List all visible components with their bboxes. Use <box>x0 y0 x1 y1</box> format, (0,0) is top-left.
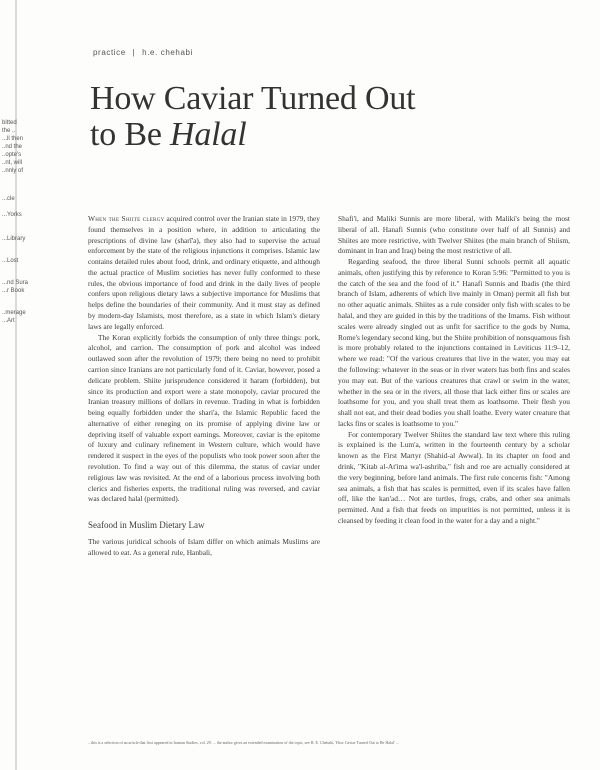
margin-fragment: ...Library <box>2 236 26 242</box>
footnote: ...this is a selection of an article that first appeared in Iranian Studies, vol. 29. ... the author gives an extended examination of the topic, see H. E. Chehabi, 'How Caviar Turned Out to Be Halal' ... <box>88 740 399 745</box>
section-label: practice <box>93 48 126 57</box>
binding-edge <box>15 0 17 770</box>
paragraph: For contemporary Twelver Shiites the standard law text where this ruling is explained is the Lum'a, written in the fourteenth century by a scholar known as the First Martyr (Shahid-al Awwal). In its chapter on food and drink, "Kitab al-At'ima wa'l-ashriba," fish and roe are actually considered at the very beginning, before land animals. The first rule concerns fish: "Among sea animals, a fish that has scales is permitted, even if its scales have fallen off, like the kan'ad… Not are turtles, frogs, crabs, and other sea animals permitted. And a fish that feeds on impurities is not permitted, unless it is cleansed by feeding it clean food in the water for a day and a night." <box>338 429 570 525</box>
margin-fragment: the .. <box>2 128 16 134</box>
author-label: h.e. chehabi <box>142 48 193 57</box>
title-italic-word: Halal <box>170 115 247 153</box>
paragraph: The Koran explicitly forbids the consumption of only three things: pork, alcohol, and carrion. The consumption of pork and alcohol was indeed outlawed soon after the revolution of 1979; there being no need to prohibit carrion since Iranians are not particularly fond of it. Caviar, however, posed a delicate problem. Shiite jurisprudence considered it haram (forbidden), but since its production and export were a state monopoly, caviar procured the Iranian treasury millions of dollars in revenue. Trading in what is forbidden being equally forbidden under the shari'a, the Islamic Republic faced the alternative of either reneging on its promise of applying divine law or depriving itself of valuable export earnings. Moreover, caviar is the epitome of luxury and culinary refinement in Western culture, which would have rendered it suspect in the eyes of the populists who took power soon after the revolution. To find a way out of this dilemma, the status of caviar under religious law was revisited. At the end of a laborious process involving both clerics and fisheries experts, the traditional ruling was reversed, and caviar was declared halal (permitted). <box>88 332 320 504</box>
paragraph: The various juridical schools of Islam differ on which animals Muslims are allowed to eat. As a general rule, Hanbali, <box>88 537 320 557</box>
margin-fragment: ...r Book <box>2 288 25 294</box>
separator: | <box>132 48 136 57</box>
margin-fragment: ...Art <box>2 318 15 324</box>
section-heading: Seafood in Muslim Dietary Law <box>88 520 205 531</box>
margin-fragment: ..nd the <box>2 144 23 150</box>
title-line-2-prefix: to Be <box>90 115 171 153</box>
paragraph: Regarding seafood, the three liberal Sunni schools permit all aquatic animals, often justifying this by reference to Koran 5:96: "Permitted to you is the catch of the sea and the food of it." Hanafi Sunnis and Ibadis (the third branch of Islam, adherents of which live mainly in Oman) permit all fish but no other aquatic animals. Shiites as a rule consider only fish with scales to be halal, and they are guided in this by the traditions of the Imams. Fish without scales were already singled out as unfit for sacrifice to the gods by Numa, Rome's legendary second king, but the Shiite prohibition of nonsquamous fish is more probably related to the injunctions contained in Leviticus 11:9–12, where we read: "Of the various creatures that live in the water, you may eat the following: whatever in the seas or in river waters has both fins and scales you may eat. But of the various creatures that crawl or swim in the water, whether in the sea or in the rivers, all those that lack either fins or scales are loathsome for you, and you shall treat them as loathsome. Their flesh you shall not eat, and their dead bodies you shall loathe. Every water creature that lacks fins or scales is loathsome to you." <box>338 257 570 428</box>
margin-fragment: ...Yorks <box>2 212 22 218</box>
margin-fragment: bitted <box>2 120 17 126</box>
margin-fragment: ..nnly of <box>2 168 24 174</box>
margin-fragment: ...nd Sura <box>2 280 29 286</box>
left-column <box>88 214 320 559</box>
margin-fragment: ...Lost <box>2 258 19 264</box>
running-head <box>93 48 193 57</box>
paragraph <box>88 214 320 333</box>
paragraph-text: acquired control over the Iranian state in 1979, they found themselves in a position where, in addition to articulating the prescriptions of divine law (sharī'a), they also had to supervise the actual enforcement by the state of the religious injunctions it comprises. Islamic law contains detailed rules about food, drink, and ordinary etiquette, and although the actual practice of Muslim societies has never fully conformed to these rules, the obvious importance of food and drink in the daily lives of people confers upon religious dietary laws a subjective importance for Muslims that helps define the boundaries of their community. And it must stay as defined by modern-day Islamists, most therefore, as a state in which Islam's dietary laws are legally enforced. <box>88 214 320 331</box>
margin-fragment: ..opte's <box>2 152 22 158</box>
margin-fragment: ..nt, will <box>2 160 23 166</box>
title-line-1: How Caviar Turned Out <box>90 79 416 117</box>
right-column <box>338 214 570 527</box>
page-gutter <box>0 0 18 770</box>
margin-fragment: ...ll then <box>2 136 24 142</box>
paragraph: Shafi'i, and Maliki Sunnis are more liberal, with Maliki's being the most liberal of all. Hanafi Sunnis (who constitute over half of all Sunnis) and Shiites are more restrictive, with Twelver Shiites (the main branch of Shiism, dominant in Iran and Iraq) being the most restrictive of all. <box>338 214 570 256</box>
margin-fragment: ..merage <box>2 310 26 316</box>
margin-fragment: ...cle <box>2 196 15 202</box>
title-line-2 <box>90 117 415 153</box>
opening-smallcaps: When the Shiite clergy <box>88 214 165 223</box>
article-title <box>90 81 415 153</box>
